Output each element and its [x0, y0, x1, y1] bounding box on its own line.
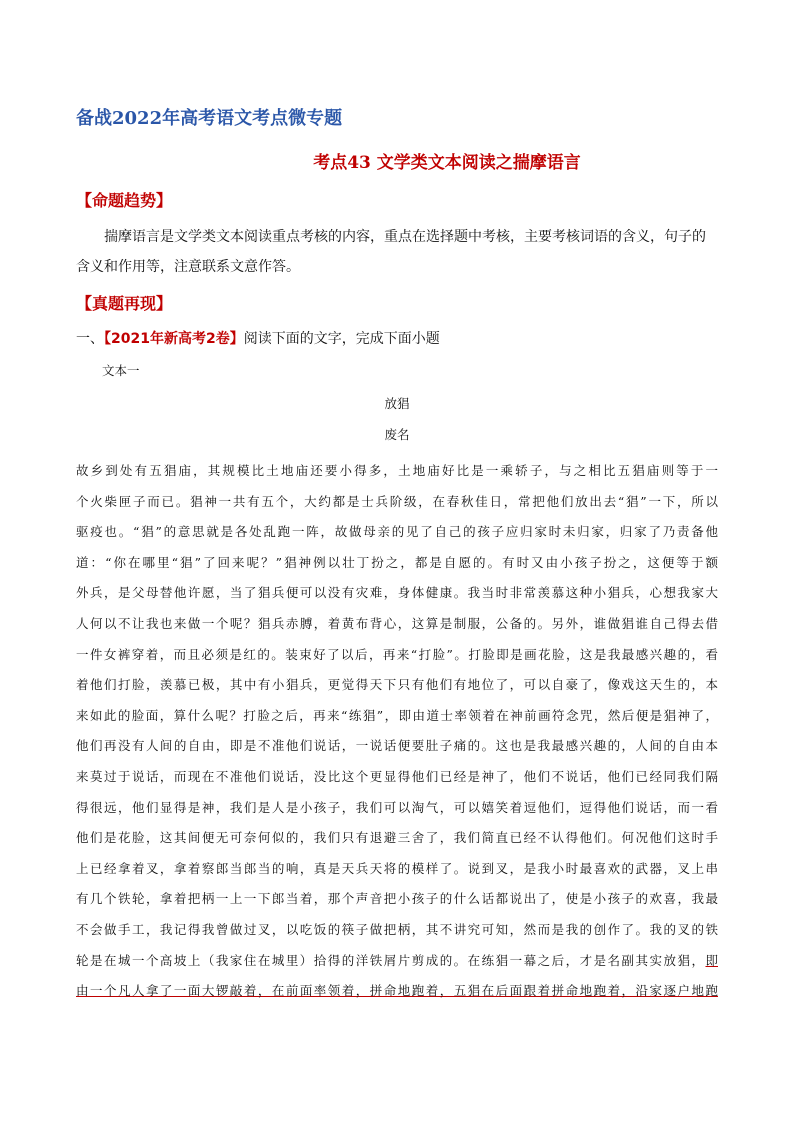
trend-paragraph: 揣摩语言是文学类文本阅读重点考核的内容，重点在选择题中考核，主要考核词语的含义，句子的含义和作用等，注意联系文意作答。 [76, 229, 706, 275]
question-instruction: 阅读下面的文字，完成下面小题 [243, 331, 440, 347]
story-body [76, 456, 718, 1007]
body-line: 不会做手工，我记得我曾做过叉，以吃饭的筷子做把柄，其不讲究可知，然而是我的创作了。我的叉的铁 [76, 921, 718, 937]
body-line: 着他们打脸，羡慕已极，其中有小猖兵，更觉得天下只有他们有地位了，可以自豪了，像戏这天生的，本 [76, 677, 718, 693]
body-line: 人何以不让我也来做一个呢？猖兵赤膊，着黄布背心，这算是制服，公备的。另外，谁做猖谁自己得去借 [76, 615, 718, 631]
body-line-underlined: 由一个凡人拿了一面大锣敲着，在前面率领着，拼命地跑着，五猖在后面跟着拼命地跑着，沿家逐户地跑 [76, 983, 718, 999]
body-line: 个火柴匣子而已。猖神一共有五个，大约都是士兵阶级，在春秋佳日，常把他们放出去“猖”一下，所以 [76, 493, 718, 509]
body-line: 上已经拿着叉，拿着察郎当郎当的响，真是天兵天将的模样了。说到叉，是我小时最喜欢的武器，叉上串 [76, 860, 718, 876]
section-heading-real: 【真题再现】 [76, 294, 173, 313]
body-line: 他们是花脸，这其间便无可奈何似的，我们只有退避三舍了，我们简直已经不认得他们。何况他们这时手 [76, 830, 718, 846]
story-author: 废名 [384, 427, 410, 442]
section-heading-trend: 【命题趋势】 [76, 191, 173, 210]
text-label: 文本一 [102, 363, 140, 378]
body-line-normal-part: 轮是在城一个高坡上（我家住在城里）拾得的洋铁屑片剪成的。在练猖一幕之后，才是名副其实放猖， [76, 952, 706, 968]
story-title: 放猖 [384, 396, 410, 411]
underlined-text: 即 [705, 952, 718, 968]
body-line: 驱疫也。“猖”的意思就是各处乱跑一阵，故做母亲的见了自己的孩子应归家时未归家，归家了乃责备他 [76, 524, 718, 540]
body-line: 他们再没有人间的自由，即是不准他们说话，一说话便要肚子痛的。这也是我最感兴趣的，人间的自由本 [76, 738, 718, 754]
body-line: 外兵，是父母替他许愿，当了猖兵便可以没有灾难，身体健康。我当时非常羡慕这种小猖兵，心想我家大 [76, 585, 718, 601]
question-line [76, 328, 440, 348]
body-line: 故乡到处有五猖庙，其规模比土地庙还要小得多，土地庙好比是一乘轿子，与之相比五猖庙则等于一 [76, 463, 718, 478]
question-source: 【2021年新高考2卷】 [104, 331, 244, 347]
body-line: 来如此的脸面，算什么呢？打脸之后，再来“练猖”，即由道士率领着在神前画符念咒，然后便是猖神了， [76, 707, 718, 723]
page-title: 考点43 文学类文本阅读之揣摩语言 [313, 153, 581, 173]
question-prefix: 一、 [76, 331, 104, 347]
body-line: 有几个铁轮，拿着把柄一上一下郎当着，那个声音把小孩子的什么话都说出了，使是小孩子的欢喜，我最 [76, 891, 718, 907]
body-line-mixed [76, 946, 718, 977]
body-line: 来莫过于说话，而现在不准他们说话，没比这个更显得他们已经是神了，他们不说话，他们已经同我们隔 [76, 768, 718, 784]
series-title: 备战2022年高考语文考点微专题 [76, 108, 343, 129]
body-line: 得很远，他们显得是神，我们是人是小孩子，我们可以淘气，可以嬉笑着逗他们，逗得他们说话，而一看 [76, 799, 718, 815]
body-line: 道：“你在哪里“猖”了回来呢？”猖神例以壮丁扮之，都是自愿的。有时又由小孩子扮之，这便等于额 [76, 554, 718, 570]
body-line: 一件女裤穿着，而且必须是红的。装束好了以后，再来“打脸”。打脸即是画花脸，这是我最感兴趣的，看 [76, 646, 718, 662]
